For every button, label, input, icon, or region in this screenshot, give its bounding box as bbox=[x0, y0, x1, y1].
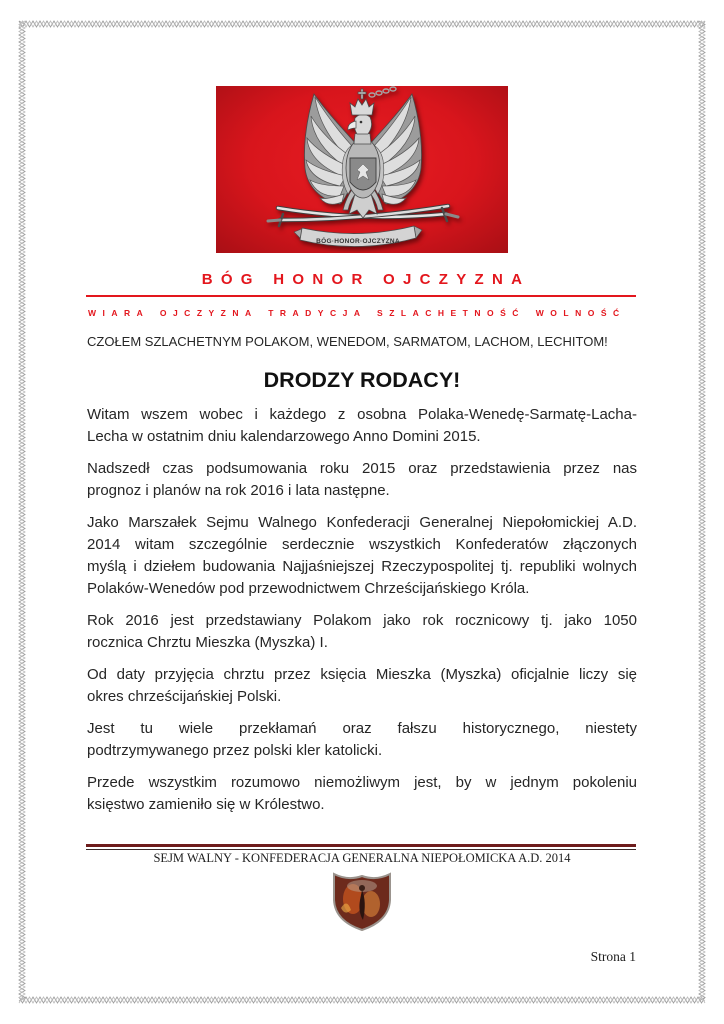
paragraph-line: księstwo zamieniło się w Królestwo. bbox=[87, 796, 325, 813]
header-divider bbox=[86, 295, 636, 297]
header-motto: WIARA OJCZYZNA TRADYCJA SZLACHETNOŚĆ WOLNOŚĆ bbox=[88, 308, 626, 318]
letter-body bbox=[87, 404, 637, 826]
paragraph-line: rocznica Chrztu Mieszka (Myszka) I. bbox=[87, 634, 328, 651]
footer-shield-emblem bbox=[331, 868, 393, 932]
paragraph bbox=[87, 718, 637, 762]
paragraph bbox=[87, 512, 637, 600]
eagle-emblem bbox=[216, 86, 508, 253]
paragraph-line: Jako Marszałek Sejmu Walnego Konfederacji Generalnej Niepołomickiej A.D. bbox=[87, 514, 637, 531]
ribbon-text: BÓG·HONOR·OJCZYZNA bbox=[316, 238, 400, 245]
paragraph bbox=[87, 610, 637, 654]
paragraph-line: Przede wszystkim rozumowo niemożliwym jest, by w jednym pokoleniu bbox=[87, 774, 637, 791]
paragraph-line: prognoz i planów na rok 2016 i lata następne. bbox=[87, 482, 390, 499]
letter-greeting: CZOŁEM SZLACHETNYM POLAKOM, WENEDOM, SARMATOM, LACHOM, LECHITOM! bbox=[87, 334, 608, 349]
eagle-banner bbox=[216, 86, 508, 253]
paragraph-line: Lecha w ostatnim dniu kalendarzowego Anno Domini 2015. bbox=[87, 428, 481, 445]
motto-ribbon bbox=[294, 226, 422, 247]
paragraph-line: Jest tu wiele przekłamań oraz fałszu historycznego, niestety bbox=[87, 720, 637, 737]
paragraph-line: Polaków-Wenedów pod przewodnictwem Chrześcijańskiego Króla. bbox=[87, 580, 530, 597]
paragraph-line: Witam wszem wobec i każdego z osobna Polaka-Wenedę-Sarmatę-Lacha- bbox=[87, 406, 637, 423]
paragraph-line: 2014 witam szczególnie serdecznie wszystkich Konfederatów złączonych bbox=[87, 536, 637, 553]
eagle-head bbox=[348, 114, 372, 134]
paragraph-line: myślą i dziełem budowania Najjaśniejszej Rzeczypospolitej tj. republiki wolnych bbox=[87, 558, 637, 575]
shield-icon bbox=[331, 868, 393, 932]
paragraph-line: okres chrześcijańskiej Polski. bbox=[87, 688, 282, 705]
paragraph-line: podtrzymywanego przez polski kler katolicki. bbox=[87, 742, 383, 759]
letter-heading: DRODZY RODACY! bbox=[263, 368, 461, 392]
paragraph-line: Od daty przyjęcia chrztu przez księcia Mieszka (Myszka) oficjalnie liczy się bbox=[87, 666, 637, 683]
page-number: Strona 1 bbox=[590, 949, 636, 964]
paragraph bbox=[87, 458, 637, 502]
page-border-top bbox=[19, 21, 705, 27]
paragraph bbox=[87, 404, 637, 448]
footer-divider-thick bbox=[86, 844, 636, 847]
paragraph bbox=[87, 664, 637, 708]
page-border-bottom bbox=[19, 997, 705, 1003]
header-title: BÓG HONOR OJCZYZNA bbox=[201, 271, 531, 288]
chain bbox=[369, 87, 396, 97]
paragraph-line: Rok 2016 jest przedstawiany Polakom jako rok rocznicowy tj. jako 1050 bbox=[87, 612, 637, 629]
paragraph bbox=[87, 772, 637, 816]
paragraph-line: Nadszedł czas podsumowania roku 2015 oraz przedstawienia przez nas bbox=[87, 460, 637, 477]
footer-organization: SEJM WALNY - KONFEDERACJA GENERALNA NIEPOŁOMICKA A.D. 2014 bbox=[153, 851, 571, 865]
